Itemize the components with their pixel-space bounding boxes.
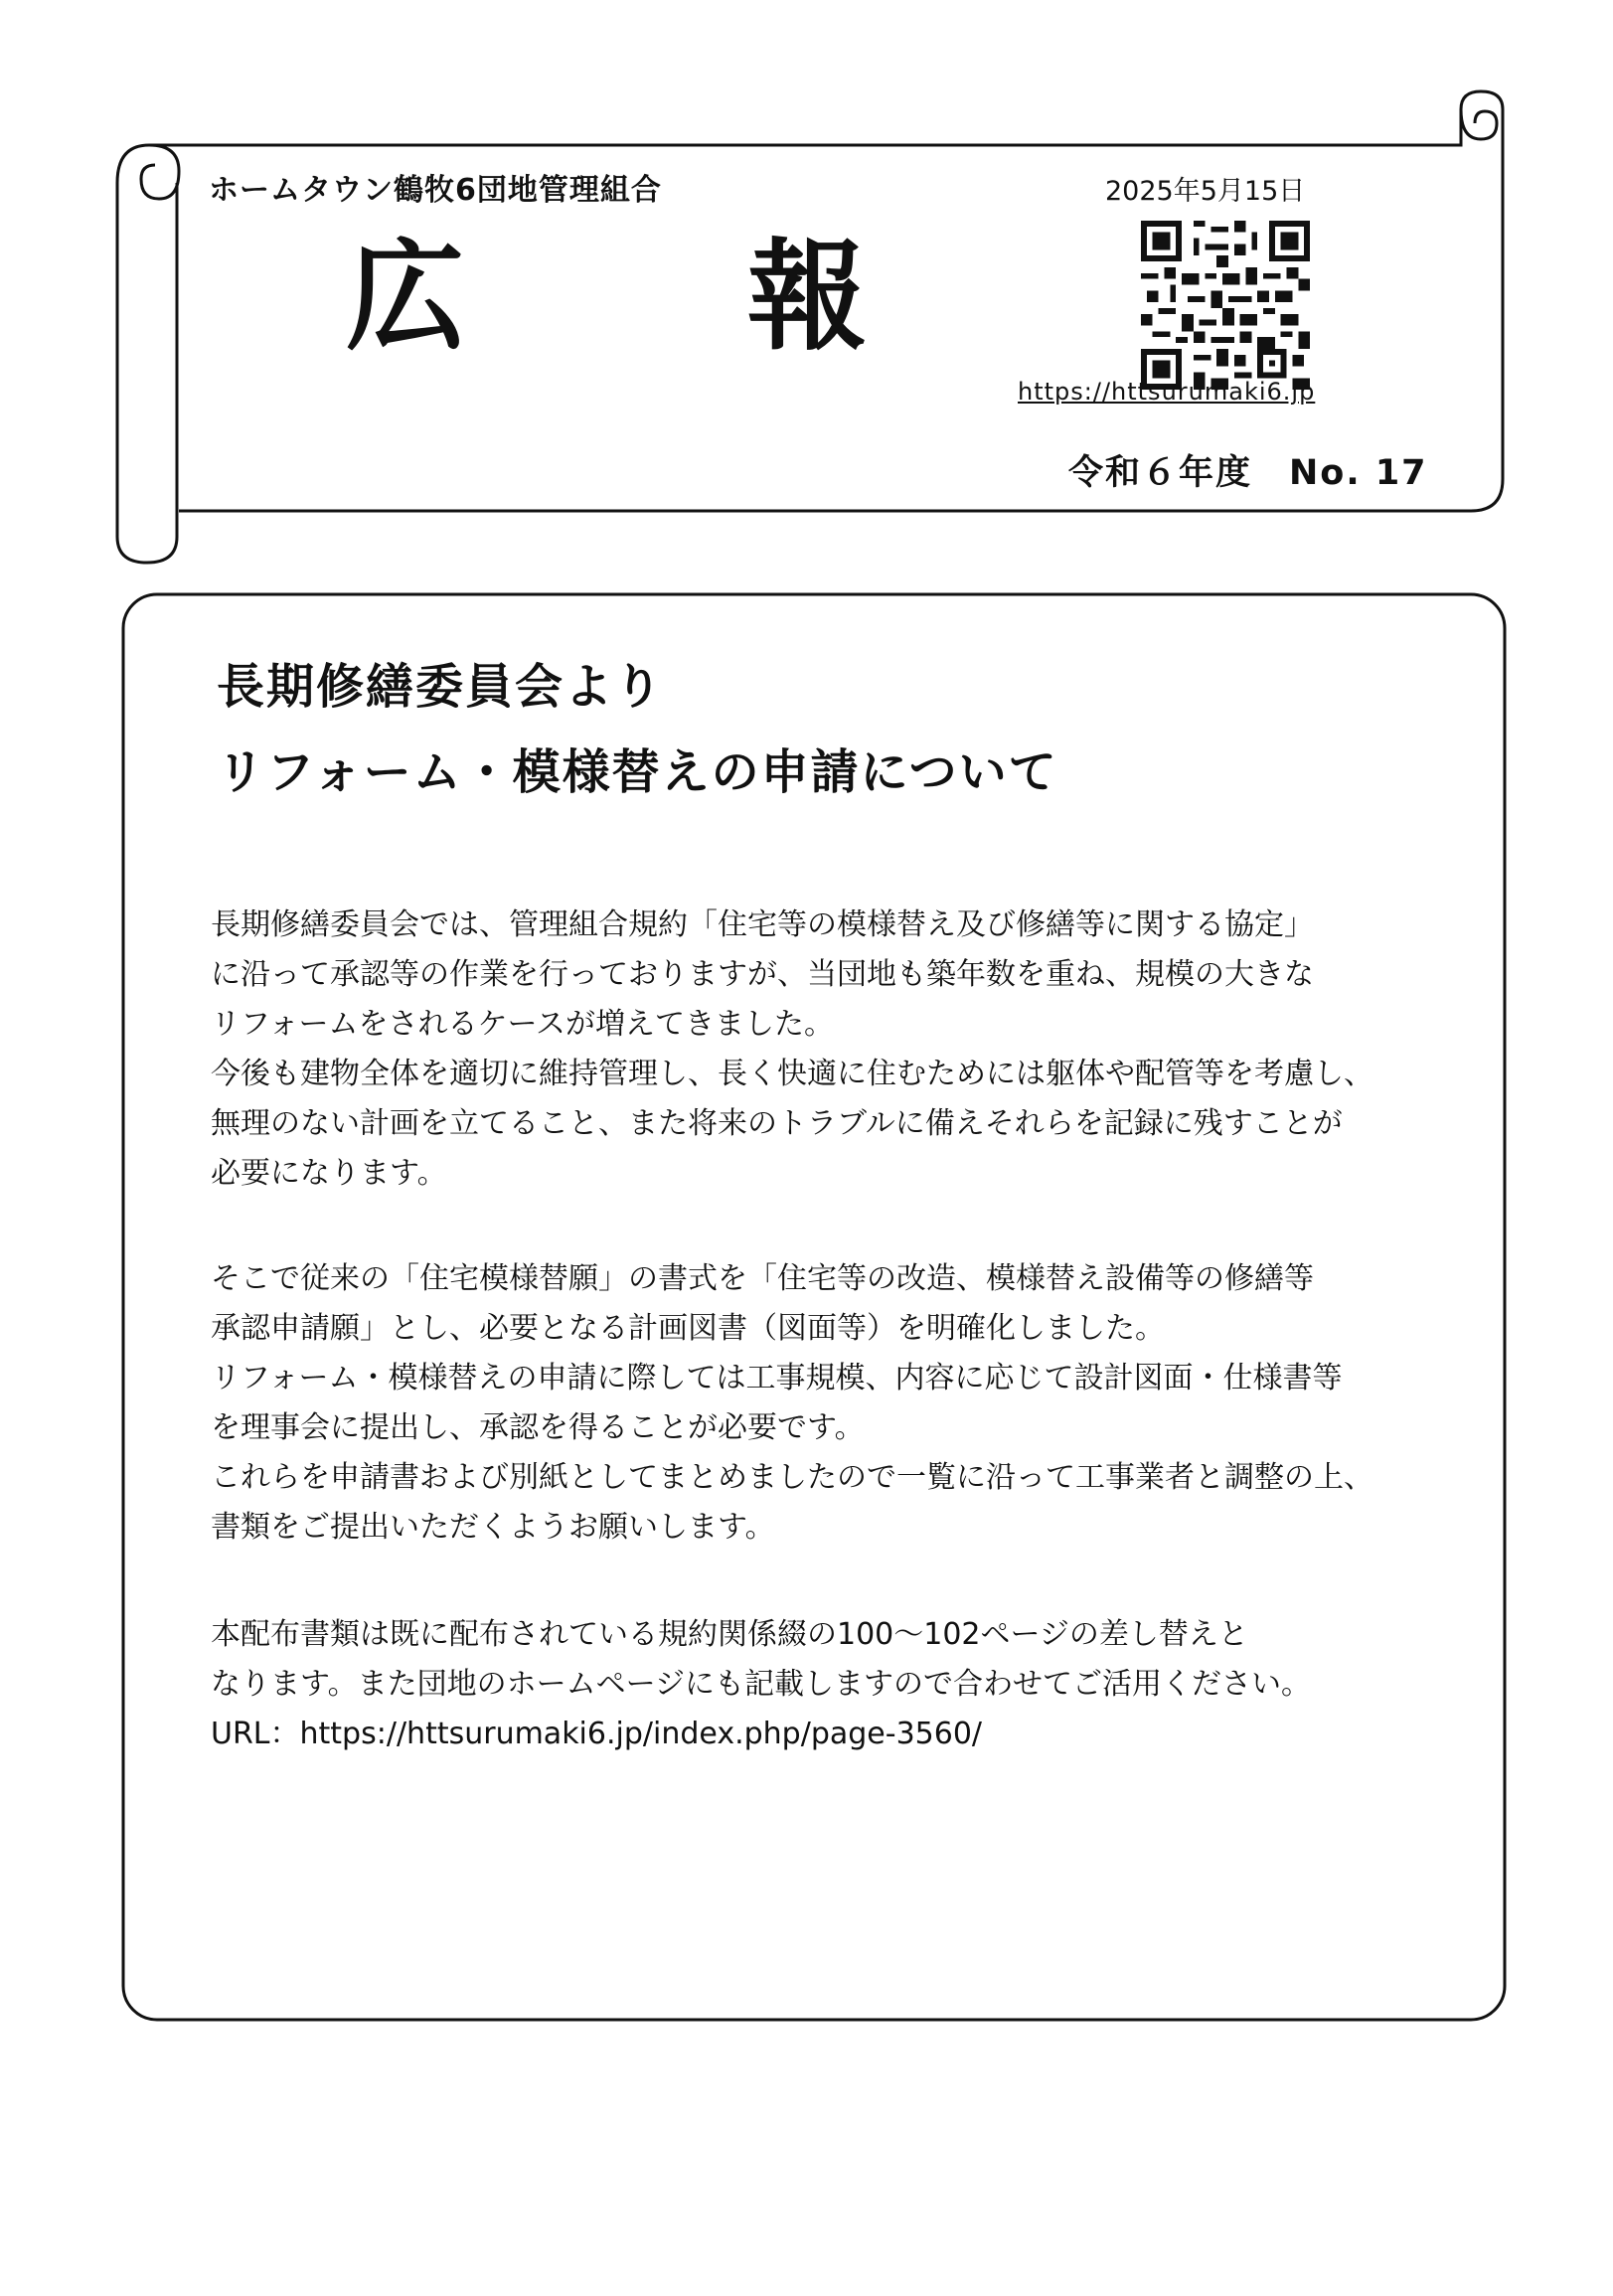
issue-number: 令和６年度 No. 17 [1068, 453, 1428, 493]
scroll-left-curl [117, 145, 177, 563]
paragraph-line: これらを申請書および別紙としてまとめましたので一覧に沿って工事業者と調整の上、 [211, 1460, 1373, 1495]
paragraph-line: 無理のない計画を立てること、また将来のトラブルに備えそれらを記録に残すことが [211, 1106, 1343, 1141]
paragraph-line: 本配布書類は既に配布されている規約関係綴の100～102ページの差し替えと [211, 1617, 1248, 1652]
scroll-right-curl [1461, 109, 1497, 139]
paragraph-line: 承認申請願」とし、必要となる計画図書（図面等）を明確化しました。 [211, 1311, 1165, 1346]
paragraph-line: 書類をご提出いただくようお願いします。 [211, 1510, 775, 1545]
paragraph-line: リフォームをされるケースが増えてきました。 [211, 1007, 834, 1042]
url-line[interactable]: URL：https://httsurumaki6.jp/index.php/page-3560/ [211, 1717, 983, 1751]
paragraph-line: に沿って承認等の作業を行っておりますが、当団地も築年数を重ね、規模の大きな [211, 957, 1314, 992]
paragraph-line: なります。また団地のホームページにも記載しますので合わせてご活用ください。 [211, 1667, 1311, 1702]
website-link[interactable]: https://httsurumaki6.jp [1018, 378, 1316, 406]
notice-heading-line-1: 長期修繕委員会より [217, 659, 665, 715]
notice-paragraph-2 [211, 1254, 1493, 1553]
paragraph-line: 今後も建物全体を適切に維持管理し、長く快適に住むためには躯体や配管等を考慮し、 [211, 1057, 1373, 1091]
title-char-1: 広 [346, 229, 465, 367]
paragraph-line: リフォーム・模様替えの申請に際しては工事規模、内容に応じて設計図面・仕様書等 [211, 1361, 1343, 1395]
qr-code-icon [1141, 221, 1310, 390]
notice-paragraph-3 [211, 1610, 1493, 1759]
organization-name: ホームタウン鶴牧6団地管理組合 [209, 173, 662, 208]
paragraph-line: を理事会に提出し、承認を得ることが必要です。 [211, 1410, 865, 1445]
paragraph-line: 必要になります。 [211, 1156, 447, 1191]
paragraph-line: 長期修繕委員会では、管理組合規約「住宅等の模様替え及び修繕等に関する協定」 [211, 907, 1314, 942]
paragraph-line: そこで従来の「住宅模様替願」の書式を「住宅等の改造、模様替え設備等の修繕等 [211, 1261, 1314, 1296]
title-char-2: 報 [747, 229, 867, 367]
issue-date: 2025年5月15日 [1105, 176, 1306, 207]
notice-heading-line-2: リフォーム・模様替えの申請について [217, 744, 1058, 800]
notice-paragraph-1 [211, 901, 1493, 1199]
